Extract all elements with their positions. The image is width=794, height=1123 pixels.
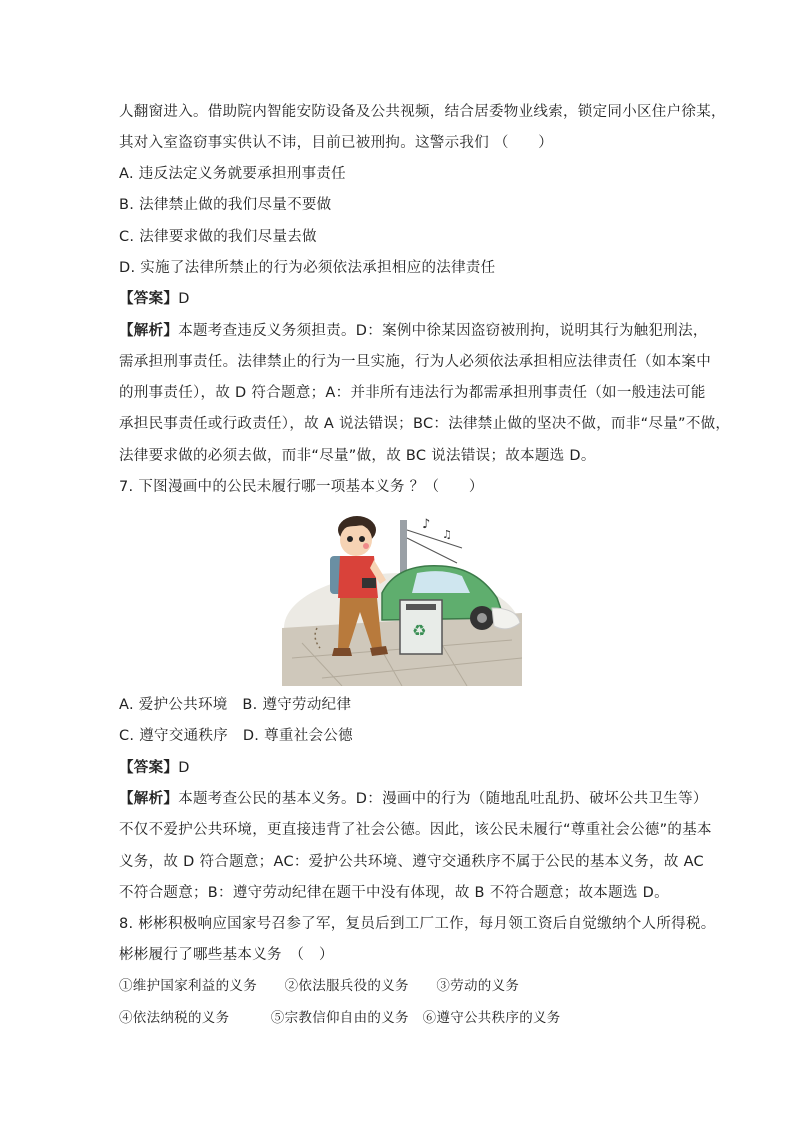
q6-option-d: D. 实施了法律所禁止的行为必须依法承担相应的法律责任 — [119, 260, 496, 276]
q6-analysis-tag: 【解析】 — [119, 323, 179, 339]
q8-choices-line-1: ①维护国家利益的义务 ②依法服兵役的义务 ③劳动的义务 — [119, 978, 520, 994]
q7-analysis-text-1: 本题考查公民的基本义务。D：漫画中的行为（随地乱吐乱扔、破坏公共卫生等） — [178, 791, 708, 807]
q7-options-line-1: A. 爱护公共环境 B. 遵守劳动纪律 — [119, 697, 352, 713]
q7-analysis-line-4: 不符合题意；B：遵守劳动纪律在题干中没有体现，故 B 不符合题意；故本题选 D。 — [119, 885, 669, 901]
q6-option-c: C. 法律要求做的我们尽量去做 — [119, 229, 317, 245]
q6-option-b: B. 法律禁止做的我们尽量不要做 — [119, 197, 332, 213]
svg-text:♻: ♻ — [412, 621, 427, 640]
q6-answer-tag: 【答案】 — [119, 291, 179, 307]
q7-analysis-line-2: 不仅不爱护公共环境，更直接违背了社会公德。因此，该公民未履行“尊重社会公德”的基本 — [119, 822, 712, 838]
q7-answer-value: D — [178, 760, 190, 776]
q6-analysis-text-1: 本题考查违反义务须担责。D：案例中徐某因盗窃被刑拘，说明其行为触犯刑法， — [178, 323, 708, 339]
q6-analysis-line-4: 承担民事责任或行政责任），故 A 说法错误；BC：法律禁止做的坚决不做，而非“尽量”不做， — [119, 416, 731, 432]
q7-analysis-line-1 — [119, 789, 708, 809]
q6-analysis-line-1 — [119, 321, 708, 341]
q7-analysis-line-3: 义务，故 D 符合题意；AC：爱护公共环境、遵守交通秩序不属于公民的基本义务，故 AC — [119, 854, 704, 870]
q6-analysis-line-5: 法律要求做的必须去做，而非“尽量”做，故 BC 说法错误；故本题选 D。 — [119, 448, 596, 464]
q7-stem: 7. 下图漫画中的公民未履行哪一项基本义务 ？（ ） — [119, 479, 484, 495]
q6-stem-line-2: 其对入室盗窃事实供认不讳，目前已被刑拘。这警示我们 （ ） — [119, 135, 554, 151]
q6-answer — [119, 289, 694, 309]
cartoon-boy-littering-icon — [282, 508, 522, 686]
q7-answer — [119, 758, 694, 778]
svg-text:♫: ♫ — [442, 528, 452, 541]
q6-option-a: A. 违反法定义务就要承担刑事责任 — [119, 166, 346, 182]
q6-analysis-line-3: 的刑事责任），故 D 符合题意；A：并非所有违法行为都需承担刑事责任（如一般违法可能 — [119, 385, 706, 401]
q7-answer-tag: 【答案】 — [119, 760, 179, 776]
q8-choices-line-2: ④依法纳税的义务 ⑤宗教信仰自由的义务 ⑥遵守公共秩序的义务 — [119, 1010, 561, 1026]
q8-stem-line-1: 8. 彬彬积极响应国家号召参了军，复员后到工厂工作，每月领工资后自觉缴纳个人所得税。 — [119, 916, 716, 932]
svg-text:♪: ♪ — [422, 517, 431, 532]
q6-analysis-line-2: 需承担刑事责任。法律禁止的行为一旦实施，行为人必须依法承担相应法律责任（如本案中 — [119, 354, 711, 370]
q7-options-line-2: C. 遵守交通秩序 D. 尊重社会公德 — [119, 728, 353, 744]
q7-analysis-tag: 【解析】 — [119, 791, 179, 807]
q6-stem-line-1: 人翻窗进入。借助院内智能安防设备及公共视频，结合居委物业线索，锁定同小区住户徐某， — [119, 104, 726, 120]
q6-answer-value: D — [178, 291, 190, 307]
q8-stem-line-2: 彬彬履行了哪些基本义务 （ ） — [119, 947, 334, 963]
